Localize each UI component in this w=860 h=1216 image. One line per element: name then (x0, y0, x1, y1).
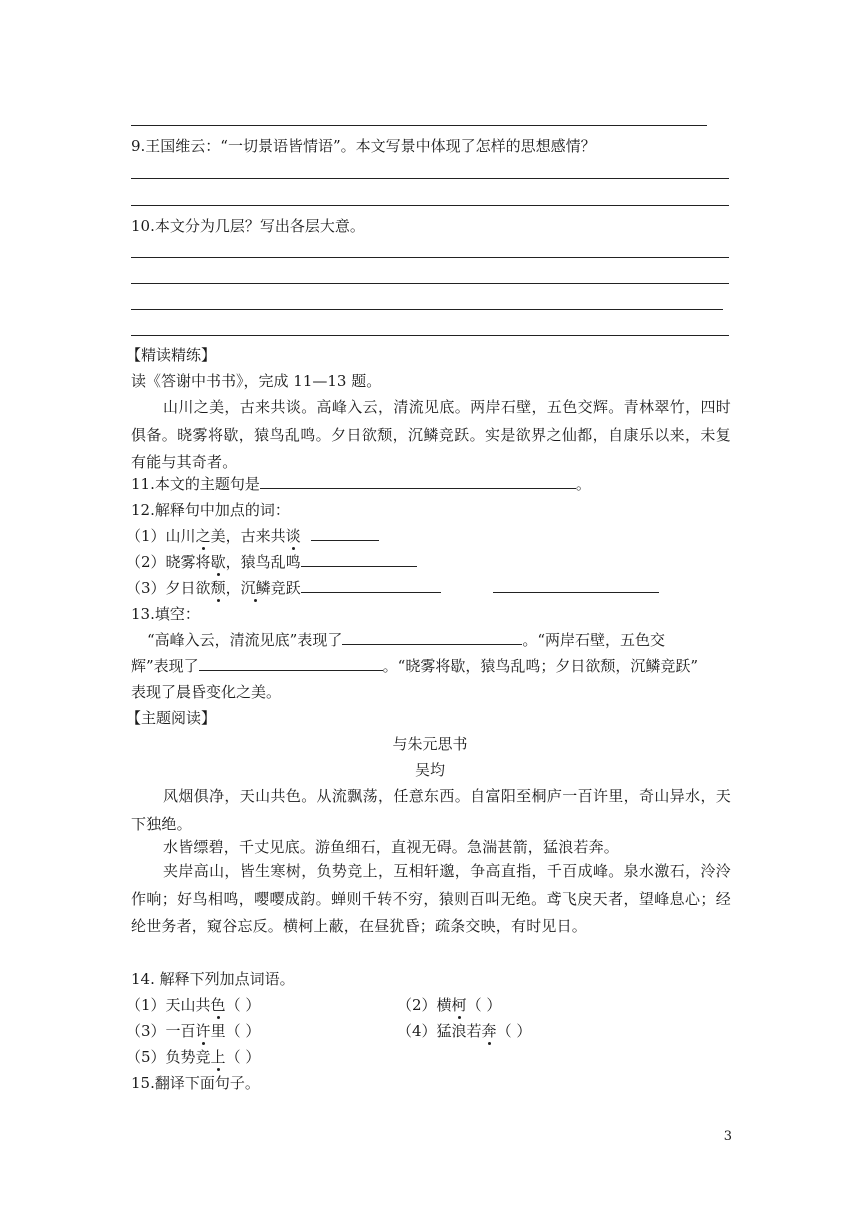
answer-blank[interactable] (301, 578, 441, 593)
answer-blank[interactable] (493, 578, 659, 593)
dotted-word: 谈 (285, 527, 301, 545)
answer-blank[interactable] (301, 552, 417, 567)
question-9: 9.王国维云：“一切景语皆情语”。本文写景中体现了怎样的思想感情？ (131, 137, 596, 155)
question-11 (131, 474, 591, 494)
answer-line (131, 335, 729, 336)
question-14-item (126, 1021, 260, 1041)
question-14-item (126, 995, 260, 1015)
answer-line (131, 178, 729, 179)
question-13-title: 13.填空： (131, 605, 200, 623)
item-text: 竞跃 (270, 579, 301, 597)
answer-line (131, 205, 729, 206)
item-number: （2） (126, 553, 166, 571)
item-text: 美，古来共 (210, 527, 286, 545)
answer-paren[interactable]: （ ） (496, 1022, 532, 1040)
passage-paragraph: 夹岸高山，皆生寒树，负势竞上，互相轩邈，争高直指，千百成峰。泉水激石，泠泠作响；好鸟相鸣，嘤嘤成韵。蝉则千转不穷，猿则百叫无绝。鸢飞戾天者，望峰息心；经纶世务者，窥谷忘反。横柯上蔽，在昼犹昏；疏条交映，有时见日。 (131, 862, 731, 935)
question-10: 10.本文分为几层？写出各层大意。 (131, 217, 365, 235)
question-14-item (397, 1021, 531, 1041)
answer-paren[interactable]: 里（ ） (210, 1022, 261, 1040)
dotted-word: 颓 (210, 579, 226, 597)
question-12-title: 12.解释句中加点的词： (131, 501, 290, 519)
passage-paragraph: 风烟俱净，天山共色。从流飘荡，任意东西。自富阳至桐庐一百许里，奇山异水，天下独绝。 (131, 787, 731, 833)
question-12-item (126, 552, 417, 572)
question-text: 。“两岸石壁，五色交 (522, 631, 666, 649)
dotted-word: 上 (210, 1048, 226, 1066)
answer-blank[interactable] (260, 474, 576, 489)
item-text: ，猿鸟乱鸣 (225, 553, 301, 571)
item-text: ， (225, 579, 241, 597)
answer-blank[interactable] (342, 630, 522, 645)
passage-title: 与朱元思书 (392, 735, 468, 753)
item-text: （4）猛浪若 (397, 1022, 482, 1040)
item-text: 夕日欲 (165, 579, 211, 597)
question-14-item (126, 1047, 260, 1067)
dotted-word: 沉鳞 (240, 579, 271, 597)
answer-blank[interactable] (311, 526, 379, 541)
item-text: （5）负势竞 (126, 1048, 211, 1066)
item-text: 山川 (165, 527, 196, 545)
answer-paren[interactable]: （ ） (225, 1048, 261, 1066)
question-text: 。“晓雾将歇，猿鸟乱鸣；夕日欲颓，沉鳞竞跃” (382, 657, 699, 675)
question-13-line (147, 630, 665, 650)
reading-intro: 读《答谢中书书》，完成 11—13 题。 (131, 372, 382, 390)
answer-paren[interactable]: （ ） (225, 996, 261, 1014)
answer-blank[interactable] (199, 656, 383, 671)
item-number: （3） (126, 579, 166, 597)
answer-line (131, 125, 707, 126)
question-12-item (126, 526, 379, 546)
question-14-item (397, 995, 501, 1015)
question-text: 。 (575, 475, 591, 493)
item-number: （1） (126, 527, 166, 545)
answer-line (131, 283, 729, 284)
section-heading: 【主题阅读】 (126, 709, 217, 727)
question-text: 11.本文的主题句是 (131, 475, 260, 493)
dotted-word: 歇 (210, 553, 226, 571)
answer-line (131, 309, 723, 310)
passage-author: 吴均 (414, 761, 445, 779)
section-heading: 【精读精练】 (126, 346, 217, 364)
question-13-line: 表现了晨昏变化之美。 (131, 683, 282, 701)
question-text: “高峰入云，清流见底”表现了 (147, 631, 343, 649)
item-text: （3）一百 (126, 1022, 196, 1040)
item-text: （2）横 (397, 996, 452, 1014)
question-13-line (131, 656, 698, 676)
item-text: （1）天山共 (126, 996, 211, 1014)
answer-paren[interactable]: （ ） (466, 996, 502, 1014)
dotted-word: 色 (210, 996, 226, 1014)
passage-paragraph: 水皆缥碧，千丈见底。游鱼细石，直视无碍。急湍甚箭，猛浪若奔。 (163, 838, 620, 856)
question-15: 15.翻译下面句子。 (131, 1074, 260, 1092)
passage-paragraph: 山川之美，古来共谈。高峰入云，清流见底。两岸石壁，五色交辉。青林翠竹，四时俱备。晓雾将歇，猿鸟乱鸣。夕日欲颓，沉鳞竞跃。实是欲界之仙都，自康乐以来，未复有能与其奇者。 (131, 398, 731, 471)
dotted-word: 许 (195, 1022, 211, 1040)
answer-line (131, 257, 729, 258)
dotted-word: 柯 (451, 996, 467, 1014)
item-text: 晓雾将 (165, 553, 211, 571)
dotted-word: 之 (195, 527, 211, 545)
dotted-word: 奔 (481, 1022, 497, 1040)
question-12-item (126, 578, 659, 598)
question-14-title: 14. 解释下列加点词语。 (131, 970, 295, 988)
question-text: 辉”表现了 (131, 657, 199, 675)
page-number: 3 (723, 1129, 732, 1144)
